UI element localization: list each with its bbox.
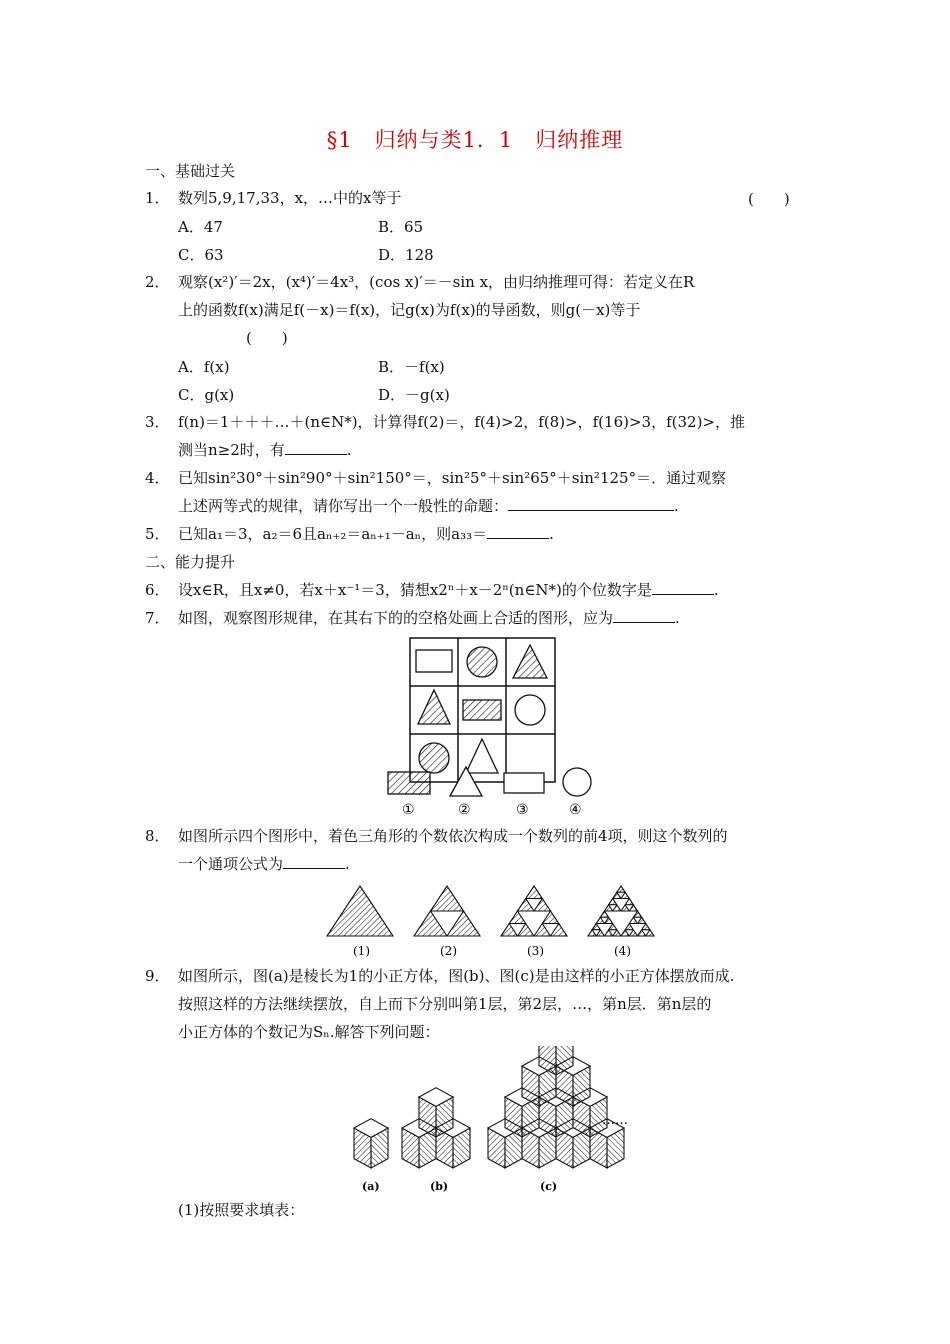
option-c: C．63 bbox=[178, 246, 224, 264]
question-text: 上述两等式的规律，请你写出一个一般性的命题： bbox=[178, 497, 509, 515]
question-number: 7． bbox=[145, 609, 170, 627]
question-3 bbox=[145, 412, 745, 432]
question-text: 设x∈R，且x≠0，若x＋x⁻¹＝3，猜想x2ⁿ＋x－2ⁿ(n∈N*)的个位数字是 bbox=[178, 581, 652, 599]
question-4 bbox=[145, 468, 726, 488]
option-label: ④ bbox=[569, 802, 582, 818]
period: . bbox=[713, 581, 719, 599]
period: . bbox=[549, 525, 554, 543]
question-6 bbox=[145, 580, 719, 600]
question-9-line-2: 按照这样的方法继续摆放，自上而下分别叫第1层，第2层，…，第n层．第n层的 bbox=[178, 995, 712, 1013]
question-number: 5． bbox=[145, 525, 170, 543]
period: . bbox=[675, 609, 680, 627]
figure-label: (4) bbox=[614, 944, 631, 958]
rectangle-shape bbox=[416, 650, 452, 672]
shaded-triangle bbox=[431, 886, 464, 911]
question-number: 9． bbox=[145, 967, 170, 985]
option-a: A．47 bbox=[178, 218, 223, 236]
figure-label: (1) bbox=[353, 944, 370, 958]
option-2-triangle bbox=[450, 767, 482, 796]
question-text: 如图，观察图形规律，在其右下的的空格处画上合适的图形，应为 bbox=[178, 609, 614, 627]
answer-blank[interactable] bbox=[487, 524, 549, 539]
option-label: ② bbox=[458, 802, 471, 818]
option-d: D．－g(x) bbox=[378, 386, 450, 404]
question-text: 已知sin²30°＋sin²90°＋sin²150°＝，sin²5°＋sin²65°＋sin²125°＝．通过观察 bbox=[178, 469, 727, 487]
question-7 bbox=[145, 608, 680, 628]
shaded-triangle bbox=[617, 886, 625, 892]
option-label: ③ bbox=[516, 802, 529, 818]
question-1 bbox=[145, 188, 402, 208]
page-title: §1 归纳与类1．1 归纳推理 bbox=[326, 128, 624, 152]
question-text: 数列5,9,17,33，x，…中的x等于 bbox=[178, 189, 402, 207]
option-d: D．128 bbox=[378, 246, 434, 264]
question-2 bbox=[145, 272, 694, 292]
hatched-triangle-shape bbox=[513, 645, 547, 678]
hatched-rectangle-shape bbox=[463, 700, 501, 720]
question-text: 观察(x²)′＝2x，(x⁴)′＝4x³，(cos x)′＝－sin x，由归纳推理可得：若定义在R bbox=[178, 273, 695, 291]
period: . bbox=[346, 441, 352, 459]
question-number: 3． bbox=[145, 413, 170, 431]
figure-label: (2) bbox=[440, 944, 457, 958]
answer-blank[interactable] bbox=[508, 496, 674, 511]
shaded-triangle bbox=[327, 886, 393, 936]
answer-blank[interactable] bbox=[652, 580, 714, 595]
question-text: 一个通项公式为 bbox=[178, 855, 284, 873]
answer-blank[interactable] bbox=[285, 440, 347, 455]
question-number: 2． bbox=[145, 273, 170, 291]
question-8-line-2 bbox=[178, 854, 350, 874]
figure-label: (c) bbox=[540, 1180, 558, 1193]
question-3-line-2 bbox=[178, 440, 352, 460]
question-text: 测当n≥2时，有 bbox=[178, 441, 285, 459]
figure-stacked-cubes bbox=[340, 1046, 660, 1196]
question-text: f(n)＝1＋＋＋…＋(n∈N*)，计算得f(2)＝，f(4)>2，f(8)>，f(16)>3，f(32)>，推 bbox=[178, 413, 745, 431]
figure-label: (b) bbox=[430, 1180, 449, 1193]
section-heading-basic: 一、基础过关 bbox=[145, 162, 236, 180]
question-number: 6． bbox=[145, 581, 170, 599]
option-label: ① bbox=[402, 802, 415, 818]
answer-parens: ( ) bbox=[246, 329, 288, 347]
period: . bbox=[674, 497, 679, 515]
option-3-rectangle bbox=[504, 773, 544, 793]
question-number: 8． bbox=[145, 827, 170, 845]
question-text: 如图所示，图(a)是棱长为1的小正方体，图(b)、图(c)是由这样的小正方体摆放而成. bbox=[178, 967, 735, 985]
question-9 bbox=[145, 966, 734, 986]
option-a: A．f(x) bbox=[178, 358, 230, 376]
circle-shape bbox=[515, 695, 545, 725]
answer-blank[interactable] bbox=[613, 608, 675, 623]
hatched-triangle-shape bbox=[418, 690, 450, 724]
ellipsis: …… bbox=[602, 1113, 628, 1128]
figure-label: (3) bbox=[527, 944, 544, 958]
question-9-line-3: 小正方体的个数记为Sₙ.解答下列问题： bbox=[178, 1023, 440, 1041]
figure-label: (a) bbox=[362, 1180, 380, 1193]
shaded-triangle bbox=[526, 886, 543, 899]
option-b: B．65 bbox=[378, 218, 424, 236]
answer-blank[interactable] bbox=[283, 854, 345, 869]
figure-answer-options bbox=[380, 762, 600, 822]
sub-question-1: (1)按照要求填表： bbox=[178, 1201, 305, 1219]
option-c: C．g(x) bbox=[178, 386, 235, 404]
question-number: 4． bbox=[145, 469, 170, 487]
option-1-hatched-rectangle bbox=[388, 772, 430, 794]
question-4-line-2 bbox=[178, 496, 679, 516]
question-8 bbox=[145, 826, 728, 846]
section-heading-advanced: 二、能力提升 bbox=[145, 553, 236, 571]
question-text: 已知a₁＝3，a₂＝6且aₙ₊₂＝aₙ₊₁－aₙ，则a₃₃＝ bbox=[178, 525, 488, 543]
question-text: 如图所示四个图形中，着色三角形的个数依次构成一个数列的前4项，则这个数列的 bbox=[178, 827, 728, 845]
figure-sierpinski-triangles bbox=[320, 880, 660, 960]
answer-parens: ( ) bbox=[748, 190, 790, 208]
question-2-line-2: 上的函数f(x)满足f(－x)＝f(x)，记g(x)为f(x)的导函数，则g(－x)等于 bbox=[178, 301, 641, 319]
question-5 bbox=[145, 524, 554, 544]
option-4-circle bbox=[563, 768, 591, 796]
question-number: 1． bbox=[145, 189, 170, 207]
period: . bbox=[345, 855, 350, 873]
option-b: B．－f(x) bbox=[378, 358, 445, 376]
hatched-circle-shape bbox=[467, 647, 497, 677]
